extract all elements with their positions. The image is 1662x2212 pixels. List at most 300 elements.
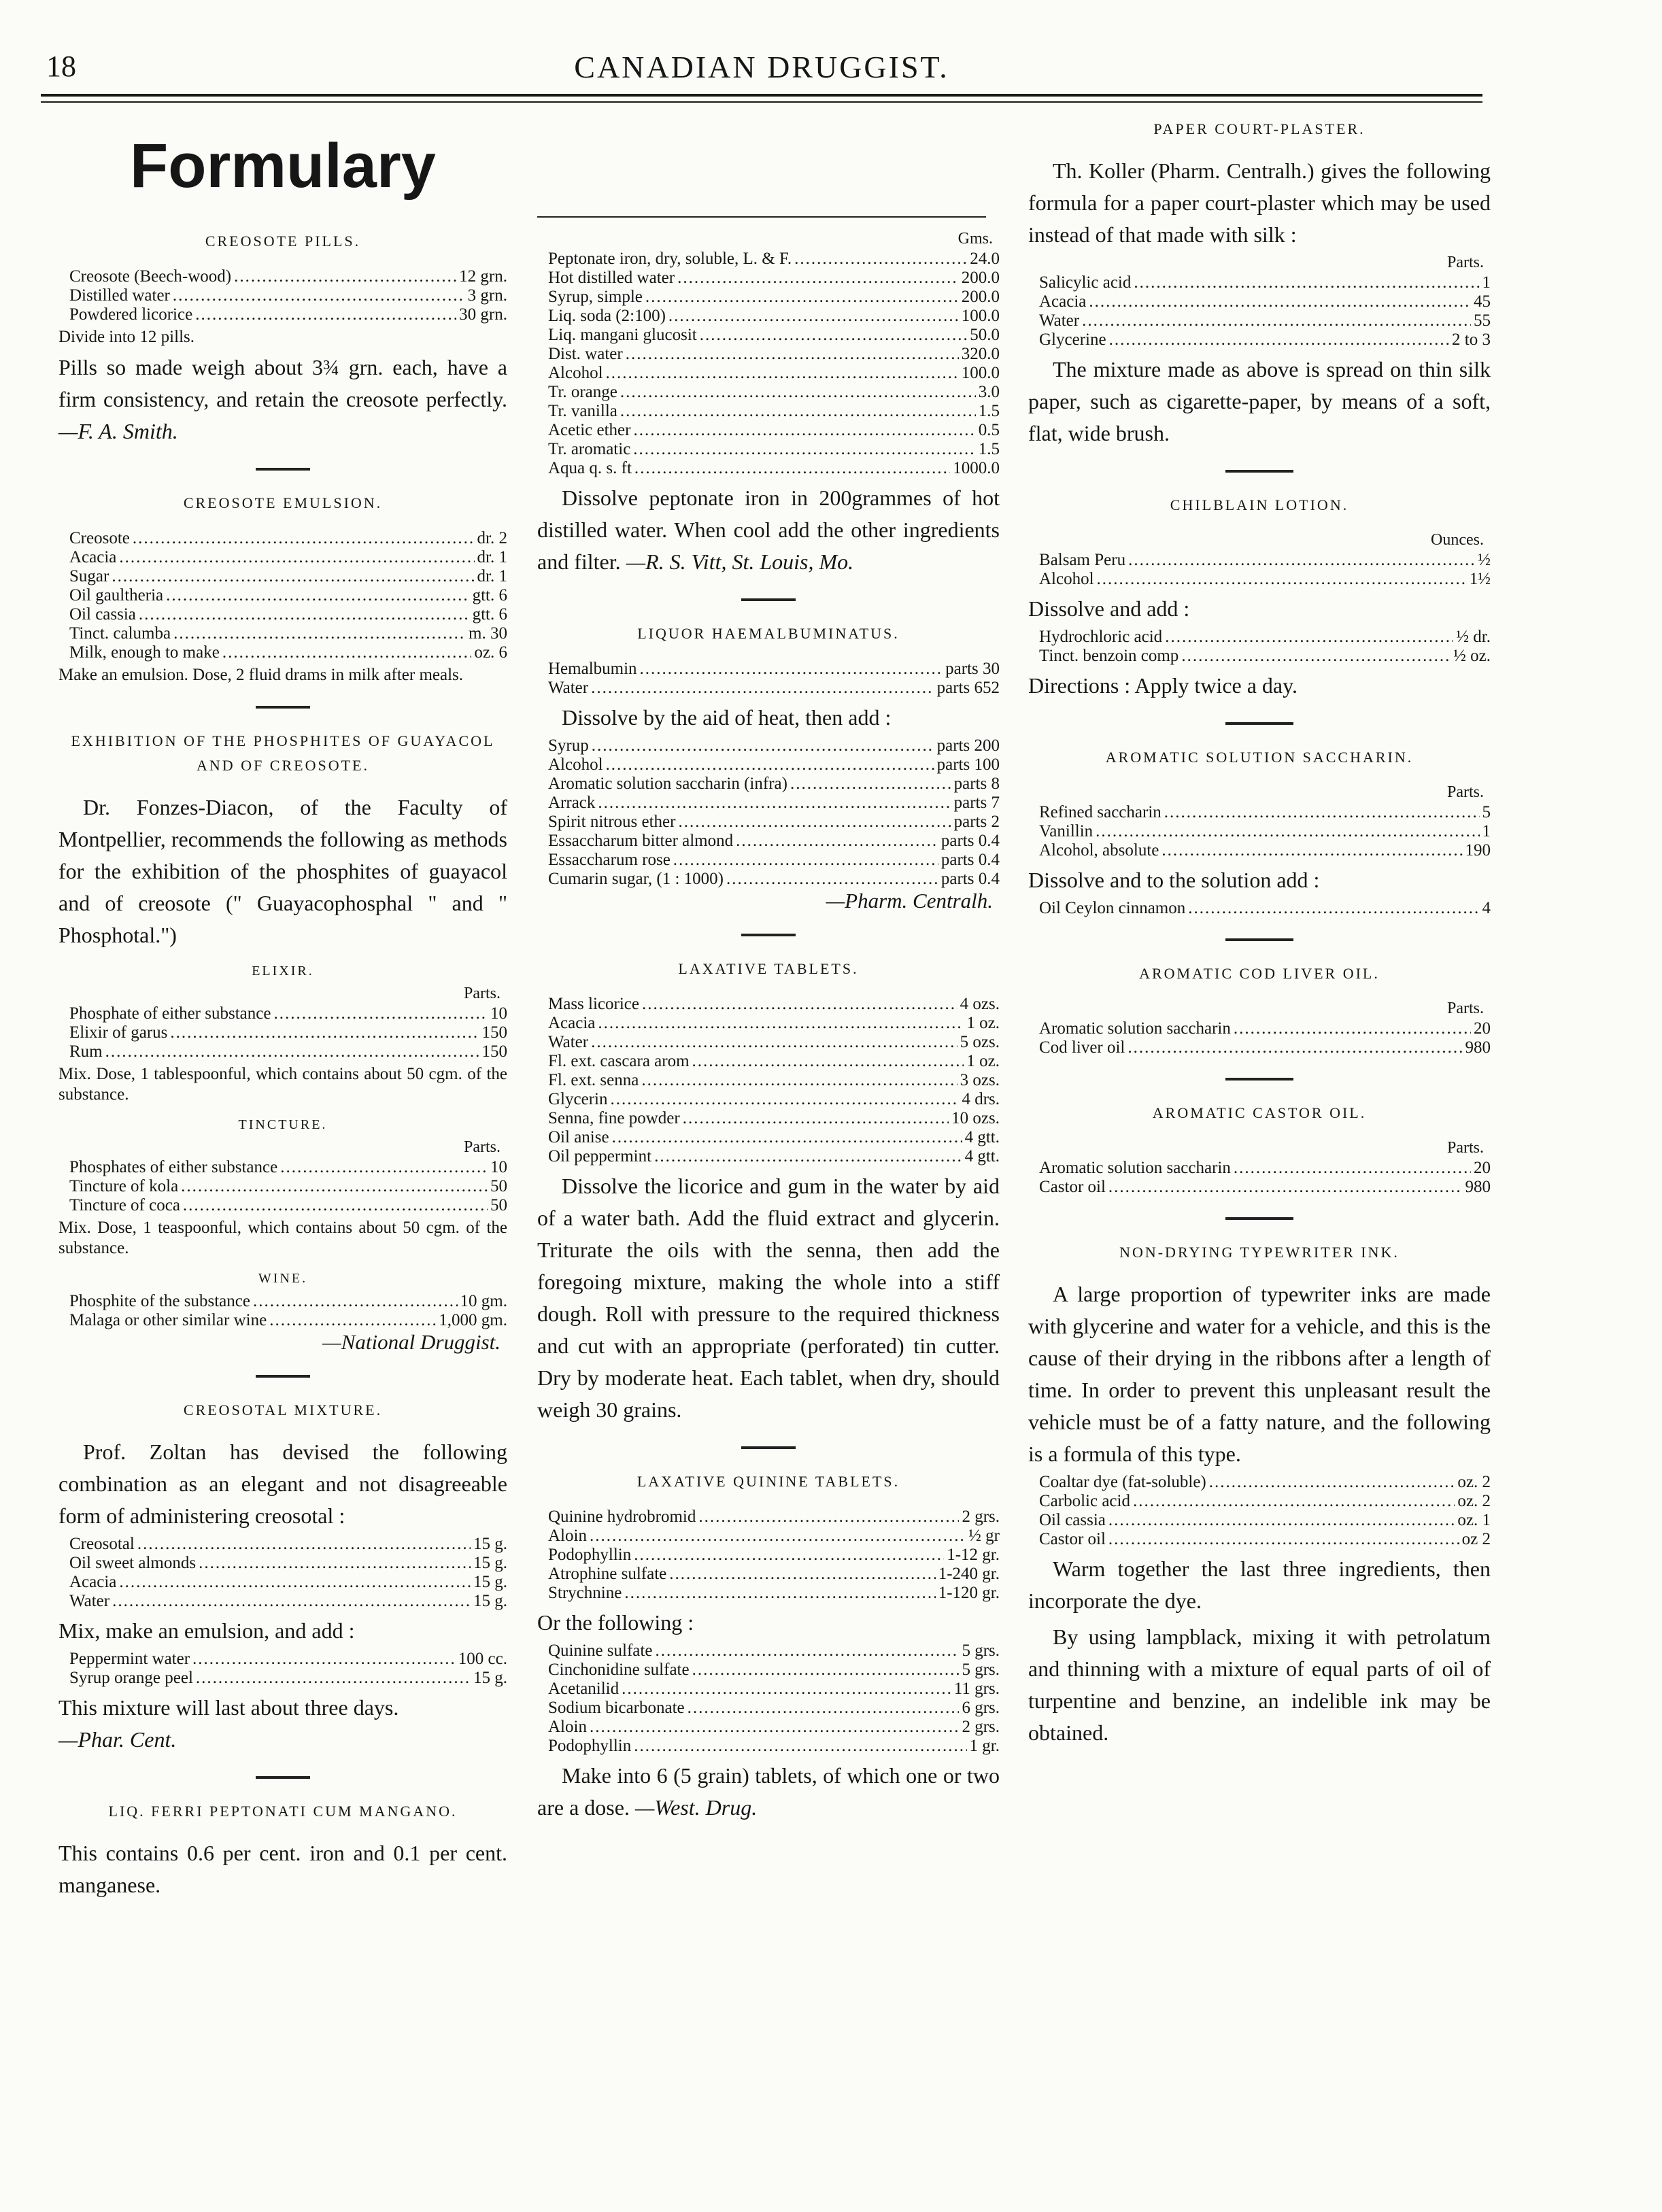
ingredient-name: Hydrochloric acid xyxy=(1039,628,1163,646)
recipe-row xyxy=(548,1508,1000,1527)
section-heading: LAXATIVE TABLETS. xyxy=(678,960,859,977)
ingredient-amount: 4 ozs. xyxy=(960,995,1000,1013)
divider xyxy=(1225,938,1293,941)
leader-dots xyxy=(669,1565,935,1584)
ingredient-amount: 50 xyxy=(490,1196,507,1214)
ingredient-amount: 100.0 xyxy=(961,364,1000,382)
ingredient-amount: 50.0 xyxy=(970,326,1000,344)
ingredient-name: Cinchonidine sulfate xyxy=(548,1661,690,1679)
ingredient-name: Castor oil xyxy=(1039,1530,1106,1548)
recipe-list xyxy=(69,1158,507,1215)
unit-label: Parts. xyxy=(1447,783,1484,801)
paragraph: Dissolve peptonate iron in 200grammes of hot distilled water. When cool add the other ingredients and filter. —R. S. Vitt, St. Louis, Mo. xyxy=(537,486,1000,574)
recipe-list xyxy=(69,267,507,324)
recipe-row xyxy=(69,605,507,624)
paragraph: Dissolve the licorice and gum in the water by aid of a water bath. Add the fluid extract and glycerin. Triturate the oils with the senna, then add the foregoing mixture, making the whole into a stiff dough. Roll with pressure to the required thickness and cut with an appropriate (perforated) tin cutter. Dry by moderate heat. Each tablet, when dry, should weigh 30 grains. xyxy=(537,1174,1000,1422)
leader-dots xyxy=(196,1669,471,1688)
ingredient-name: Tr. vanilla xyxy=(548,402,617,420)
recipe-row xyxy=(1039,647,1491,666)
column-2 xyxy=(537,117,1000,1826)
ingredient-amount: 15 g. xyxy=(473,1535,507,1553)
column-1 xyxy=(58,117,507,1904)
recipe-row xyxy=(548,755,1000,775)
ingredient-name: Water xyxy=(1039,311,1080,330)
leader-dots xyxy=(620,402,976,421)
divider xyxy=(1225,1078,1293,1081)
recipe-row xyxy=(548,995,1000,1014)
leader-dots xyxy=(700,326,968,345)
ingredient-amount: 1.5 xyxy=(978,440,1000,458)
leader-dots xyxy=(119,548,474,567)
ingredient-amount: 15 g. xyxy=(473,1592,507,1610)
leader-dots xyxy=(1097,570,1467,589)
ingredient-name: Water xyxy=(548,679,589,697)
ingredient-name: Sodium bicarbonate xyxy=(548,1699,685,1717)
ingredient-name: Oil anise xyxy=(548,1128,609,1146)
recipe-row xyxy=(1039,1473,1491,1492)
ingredient-name: Podophyllin xyxy=(548,1546,632,1564)
divider xyxy=(741,1446,796,1449)
leader-dots xyxy=(1128,551,1475,570)
leader-dots xyxy=(1082,311,1471,330)
ingredient-name: Essaccharum rose xyxy=(548,851,671,869)
section-heading: CHILBLAIN LOTION. xyxy=(1170,496,1349,513)
page-header xyxy=(41,41,1482,102)
ingredient-amount: 1000.0 xyxy=(953,459,1000,477)
ingredient-name: Alcohol, absolute xyxy=(1039,841,1159,860)
ingredient-name: Quinine hydrobromid xyxy=(548,1508,696,1526)
recipe-row xyxy=(548,269,1000,288)
recipe-row xyxy=(548,1147,1000,1166)
recipe-row xyxy=(548,1014,1000,1033)
recipe-row xyxy=(548,364,1000,383)
leader-dots xyxy=(166,586,469,605)
ingredient-amount: 1-240 gr. xyxy=(938,1565,1000,1583)
ingredient-name: Tr. orange xyxy=(548,383,617,401)
recipe-row xyxy=(548,402,1000,421)
leader-dots xyxy=(591,679,934,698)
ingredient-amount: 1-12 gr. xyxy=(947,1546,1000,1564)
ingredient-amount: oz. 2 xyxy=(1457,1492,1491,1510)
ingredient-amount: ½ oz. xyxy=(1453,647,1491,665)
ingredient-name: Alcohol xyxy=(1039,570,1094,588)
citation: —Phar. Cent. xyxy=(58,1727,177,1752)
recipe-row xyxy=(548,660,1000,679)
leader-dots xyxy=(634,1737,966,1756)
unit-label: Parts. xyxy=(1447,1000,1484,1017)
ingredient-name: Aloin xyxy=(548,1718,587,1736)
ingredient-name: Oil peppermint xyxy=(548,1147,652,1165)
recipe-list xyxy=(548,660,1000,698)
ingredient-name: Peppermint water xyxy=(69,1650,190,1668)
recipe-list xyxy=(548,995,1000,1166)
ingredient-name: Rum xyxy=(69,1042,103,1061)
paragraph: Prof. Zoltan has devised the following combination as an elegant and not disagreeable form of administering creosotal : xyxy=(58,1440,507,1528)
header-rule xyxy=(41,94,1482,97)
section-heading: LIQ. FERRI PEPTONATI CUM MANGANO. xyxy=(108,1803,458,1820)
recipe-row xyxy=(548,1680,1000,1699)
leader-dots xyxy=(133,529,475,548)
column-3 xyxy=(1028,117,1491,1752)
ingredient-amount: 45 xyxy=(1474,292,1491,311)
leader-dots xyxy=(222,643,472,662)
ingredient-name: Spirit nitrous ether xyxy=(548,813,676,831)
leader-dots xyxy=(112,567,474,586)
ingredient-amount: 4 xyxy=(1482,899,1491,917)
ingredient-amount: ½ xyxy=(1478,551,1491,569)
leader-dots xyxy=(634,1546,944,1565)
unit-label: Gms. xyxy=(957,230,993,248)
ingredient-name: Creosote (Beech-wood) xyxy=(69,267,232,286)
paragraph: Directions : Apply twice a day. xyxy=(1028,673,1298,698)
recipe-list xyxy=(1039,1159,1491,1197)
leader-dots xyxy=(1161,841,1462,860)
ingredient-name: Oil sweet almonds xyxy=(69,1554,197,1572)
ingredient-amount: 980 xyxy=(1465,1178,1491,1196)
ingredient-name: Water xyxy=(548,1033,589,1051)
ingredient-amount: oz. 1 xyxy=(1457,1511,1491,1529)
ingredient-amount: 20 xyxy=(1474,1159,1491,1177)
recipe-row xyxy=(548,851,1000,870)
leader-dots xyxy=(280,1158,488,1177)
recipe-list xyxy=(69,529,507,662)
ingredient-amount: 2 to 3 xyxy=(1452,330,1491,349)
ingredient-amount: 10 xyxy=(490,1158,507,1176)
ingredient-amount: ½ gr xyxy=(968,1527,1000,1545)
ingredient-name: Podophyllin xyxy=(548,1737,632,1755)
recipe-row xyxy=(548,775,1000,794)
ingredient-name: Aromatic solution saccharin (infra) xyxy=(548,775,787,793)
ingredient-amount: 190 xyxy=(1465,841,1491,860)
ingredient-amount: 1 gr. xyxy=(969,1737,1000,1755)
leader-dots xyxy=(192,1650,456,1669)
ingredient-name: Liq. mangani glucosit xyxy=(548,326,697,344)
recipe-list xyxy=(69,1650,507,1688)
ingredient-name: Phosphates of either substance xyxy=(69,1158,278,1176)
ingredient-amount: 15 g. xyxy=(473,1554,507,1572)
recipe-row xyxy=(69,586,507,605)
ingredient-name: Elixir of garus xyxy=(69,1023,168,1042)
recipe-row xyxy=(548,1071,1000,1090)
leader-dots xyxy=(612,1128,962,1147)
ingredient-name: Sugar xyxy=(69,567,109,585)
recipe-row xyxy=(548,307,1000,326)
leader-dots xyxy=(173,286,465,305)
ingredient-name: Tinct. calumba xyxy=(69,624,171,643)
ingredient-amount: parts 200 xyxy=(936,736,1000,755)
leader-dots xyxy=(105,1042,479,1061)
ingredient-amount: m. 30 xyxy=(469,624,507,643)
divider xyxy=(741,598,796,601)
recipe-list xyxy=(548,250,1000,478)
ingredient-amount: parts 0.4 xyxy=(940,851,1000,869)
leader-dots xyxy=(640,660,943,679)
ingredient-name: Aqua q. s. ft xyxy=(548,459,632,477)
leader-dots xyxy=(1165,628,1453,647)
recipe-row xyxy=(69,1573,507,1592)
ingredient-amount: 1,000 gm. xyxy=(439,1311,507,1329)
ingredient-name: Essaccharum bitter almond xyxy=(548,832,734,850)
recipe-row xyxy=(69,643,507,662)
ingredient-name: Acacia xyxy=(69,548,117,566)
ingredient-amount: 1 xyxy=(1482,273,1491,292)
recipe-row xyxy=(548,250,1000,269)
leader-dots xyxy=(1127,1038,1462,1057)
ingredient-amount: oz. 2 xyxy=(1457,1473,1491,1491)
recipe-row xyxy=(548,1128,1000,1147)
ingredient-name: Cumarin sugar, (1 : 1000) xyxy=(548,870,724,888)
leader-dots xyxy=(1209,1473,1455,1492)
ingredient-name: Distilled water xyxy=(69,286,170,305)
recipe-row xyxy=(1039,1492,1491,1511)
paragraph: This mixture will last about three days. xyxy=(58,1695,399,1720)
ingredient-amount: 980 xyxy=(1465,1038,1491,1057)
ingredient-amount: 10 gm. xyxy=(460,1292,507,1310)
ingredient-amount: 1 oz. xyxy=(966,1014,1000,1032)
paragraph: A large proportion of typewriter inks are made with glycerine and water for a vehicle, and this is the cause of their drying in the ribbons after a length of time. In order to prevent this unpleasant result the vehicle must be of a fatty nature, and the following is a formula of this type. xyxy=(1028,1282,1491,1466)
unit-label: Ounces. xyxy=(1431,531,1484,549)
ingredient-amount: 2 grs. xyxy=(962,1718,1000,1736)
recipe-row xyxy=(548,1718,1000,1737)
ingredient-name: Peptonate iron, dry, soluble, L. & F. xyxy=(548,250,792,268)
ingredient-amount: 50 xyxy=(490,1177,507,1195)
leader-dots xyxy=(606,755,934,775)
leader-dots xyxy=(591,1033,957,1052)
ingredient-amount: gtt. 6 xyxy=(472,586,507,605)
recipe-row xyxy=(548,326,1000,345)
recipe-row xyxy=(548,1090,1000,1109)
leader-dots xyxy=(1108,1178,1463,1197)
recipe-row xyxy=(1039,330,1491,350)
paragraph: Or the following : xyxy=(537,1610,694,1635)
recipe-row xyxy=(548,1527,1000,1546)
leader-dots xyxy=(688,1699,960,1718)
ingredient-name: Oil cassia xyxy=(1039,1511,1106,1529)
recipe-row xyxy=(548,383,1000,402)
recipe-row xyxy=(1039,311,1491,330)
ingredient-name: Arrack xyxy=(548,794,596,812)
recipe-note: Divide into 12 pills. xyxy=(58,328,194,346)
recipe-row xyxy=(548,1546,1000,1565)
recipe-row xyxy=(69,624,507,643)
recipe-list xyxy=(1039,551,1491,589)
leader-dots xyxy=(642,995,957,1014)
ingredient-name: Liq. soda (2:100) xyxy=(548,307,666,325)
ingredient-name: Castor oil xyxy=(1039,1178,1106,1196)
citation: —Pharm. Centralh. xyxy=(826,889,993,913)
recipe-row xyxy=(69,267,507,286)
recipe-row xyxy=(1039,570,1491,589)
ingredient-amount: 4 drs. xyxy=(962,1090,1000,1108)
recipe-list xyxy=(548,1641,1000,1756)
ingredient-amount: 1 xyxy=(1482,822,1491,840)
recipe-row xyxy=(548,1584,1000,1603)
recipe-row xyxy=(69,1042,507,1061)
leader-dots xyxy=(678,813,951,832)
ingredient-name: Glycerine xyxy=(1039,330,1106,349)
recipe-list xyxy=(1039,899,1491,918)
ingredient-name: Alcohol xyxy=(548,364,603,382)
recipe-row xyxy=(1039,1019,1491,1038)
divider xyxy=(1225,722,1293,725)
ingredient-name: Carbolic acid xyxy=(1039,1492,1130,1510)
recipe-row xyxy=(548,345,1000,364)
ingredient-amount: oz. 6 xyxy=(474,643,507,662)
citation: —R. S. Vitt, St. Louis, Mo. xyxy=(626,549,854,574)
ingredient-name: Tr. aromatic xyxy=(548,440,631,458)
leader-dots xyxy=(199,1554,471,1573)
recipe-row xyxy=(69,305,507,324)
leader-dots xyxy=(592,736,934,755)
leader-dots xyxy=(698,1508,959,1527)
paragraph: Make into 6 (5 grain) tablets, of which one or two are a dose. —West. Drug. xyxy=(537,1763,1000,1820)
ingredient-amount: parts 100 xyxy=(936,755,1000,774)
recipe-row xyxy=(1039,628,1491,647)
section-heading: AROMATIC CASTOR OIL. xyxy=(1152,1104,1367,1121)
ingredient-amount: 5 xyxy=(1482,803,1491,821)
leader-dots xyxy=(624,1584,935,1603)
leader-dots xyxy=(598,794,951,813)
ingredient-name: Glycerin xyxy=(548,1090,608,1108)
section-heading: LIQUOR HAEMALBUMINATUS. xyxy=(637,625,900,642)
leader-dots xyxy=(641,1071,957,1090)
paragraph: Dr. Fonzes-Diacon, of the Faculty of Montpellier, recommends the following as methods for the exhibition of the phosphites of guayacol and of creosote (" Guayacophosphal " and " Phosphotal.") xyxy=(58,795,507,947)
recipe-row xyxy=(69,1535,507,1554)
ingredient-amount: 15 g. xyxy=(473,1669,507,1687)
leader-dots xyxy=(269,1311,436,1330)
recipe-row xyxy=(548,288,1000,307)
recipe-row xyxy=(548,794,1000,813)
leader-dots xyxy=(253,1292,458,1311)
ingredient-name: Oil gaultheria xyxy=(69,586,164,605)
leader-dots xyxy=(195,305,456,324)
ingredient-name: Syrup, simple xyxy=(548,288,643,306)
ingredient-amount: 200.0 xyxy=(961,269,1000,287)
recipe-list xyxy=(69,1535,507,1611)
leader-dots xyxy=(1234,1159,1471,1178)
header-rule-thin xyxy=(41,101,1482,103)
leader-dots xyxy=(673,851,938,870)
recipe-row xyxy=(1039,841,1491,860)
leader-dots xyxy=(634,459,950,478)
ingredient-amount: 1 oz. xyxy=(966,1052,1000,1070)
ingredient-name: Mass licorice xyxy=(548,995,639,1013)
section-heading: NON-DRYING TYPEWRITER INK. xyxy=(1119,1244,1400,1261)
divider xyxy=(256,1375,310,1378)
section-heading: CREOSOTE PILLS. xyxy=(205,233,361,250)
section-heading: CREOSOTAL MIXTURE. xyxy=(183,1401,383,1418)
leader-dots xyxy=(139,605,470,624)
leader-dots xyxy=(598,1014,964,1033)
ingredient-amount: 5 grs. xyxy=(962,1641,1000,1660)
recipe-row xyxy=(69,286,507,305)
leader-dots xyxy=(626,345,959,364)
leader-dots xyxy=(1089,292,1471,311)
ingredient-amount: parts 8 xyxy=(953,775,1000,793)
ingredient-amount: 150 xyxy=(481,1023,507,1042)
ingredient-name: Syrup orange peel xyxy=(69,1669,193,1687)
leader-dots xyxy=(606,364,959,383)
ingredient-amount: 150 xyxy=(481,1042,507,1061)
leader-dots xyxy=(1181,647,1451,666)
ingredient-name: Fl. ext. cascara arom xyxy=(548,1052,690,1070)
paragraph: Warm together the last three ingredients, then incorporate the dye. xyxy=(1028,1556,1491,1613)
ingredient-amount: 5 ozs. xyxy=(960,1033,1000,1051)
ingredient-name: Cod liver oil xyxy=(1039,1038,1125,1057)
recipe-row xyxy=(548,421,1000,440)
recipe-row xyxy=(548,1565,1000,1584)
ingredient-name: Water xyxy=(69,1592,110,1610)
leader-dots xyxy=(137,1535,471,1554)
paragraph: Dissolve by the aid of heat, then add : xyxy=(562,705,892,730)
ingredient-amount: 24.0 xyxy=(970,250,1000,268)
ingredient-amount: 2 grs. xyxy=(962,1508,1000,1526)
recipe-row xyxy=(548,736,1000,755)
ingredient-name: Aromatic solution saccharin xyxy=(1039,1159,1231,1177)
ingredient-amount: 3.0 xyxy=(978,383,1000,401)
leader-dots xyxy=(1108,1511,1455,1530)
divider xyxy=(537,216,986,218)
ingredient-amount: 3 ozs. xyxy=(960,1071,1000,1089)
ingredient-name: Milk, enough to make xyxy=(69,643,220,662)
ingredient-name: Phosphate of either substance xyxy=(69,1004,271,1023)
leader-dots xyxy=(1188,899,1479,918)
leader-dots xyxy=(273,1004,488,1023)
section-heading: CREOSOTE EMULSION. xyxy=(183,494,383,511)
leader-dots xyxy=(622,1680,951,1699)
ingredient-amount: 6 grs. xyxy=(962,1699,1000,1717)
citation: —National Druggist. xyxy=(322,1330,501,1354)
paragraph: This contains 0.6 per cent. iron and 0.1 per cent. manganese. xyxy=(58,1841,507,1897)
recipe-row xyxy=(69,1023,507,1042)
page-title: Formulary xyxy=(130,131,436,201)
subsection-heading: ELIXIR. xyxy=(252,964,314,979)
ingredient-name: Balsam Peru xyxy=(1039,551,1126,569)
ingredient-amount: 1-120 gr. xyxy=(938,1584,1000,1602)
recipe-note: Make an emulsion. Dose, 2 fluid drams in milk after meals. xyxy=(58,666,464,684)
ingredient-name: Refined saccharin xyxy=(1039,803,1161,821)
ingredient-amount: dr. 1 xyxy=(477,548,507,566)
ingredient-amount: oz 2 xyxy=(1461,1530,1491,1548)
recipe-row xyxy=(1039,1530,1491,1549)
ingredient-amount: 320.0 xyxy=(961,345,1000,363)
leader-dots xyxy=(173,624,466,643)
recipe-row xyxy=(548,1699,1000,1718)
recipe-row xyxy=(69,1669,507,1688)
leader-dots xyxy=(1096,822,1479,841)
subsection-heading: TINCTURE. xyxy=(238,1117,328,1132)
recipe-row xyxy=(69,1196,507,1215)
leader-dots xyxy=(1133,1492,1455,1511)
running-title: CANADIAN DRUGGIST. xyxy=(574,50,949,84)
citation: —F. A. Smith. xyxy=(58,419,178,443)
leader-dots xyxy=(668,307,959,326)
leader-dots xyxy=(794,250,967,269)
leader-dots xyxy=(590,1527,966,1546)
leader-dots xyxy=(1234,1019,1471,1038)
recipe-row xyxy=(548,1641,1000,1661)
recipe-row xyxy=(1039,803,1491,822)
leader-dots xyxy=(183,1196,488,1215)
divider xyxy=(256,706,310,709)
leader-dots xyxy=(1134,273,1479,292)
ingredient-name: Creosotal xyxy=(69,1535,135,1553)
recipe-row xyxy=(69,529,507,548)
leader-dots xyxy=(234,267,456,286)
ingredient-name: Tinct. benzoin comp xyxy=(1039,647,1179,665)
leader-dots xyxy=(620,383,976,402)
ingredient-amount: 10 xyxy=(490,1004,507,1023)
